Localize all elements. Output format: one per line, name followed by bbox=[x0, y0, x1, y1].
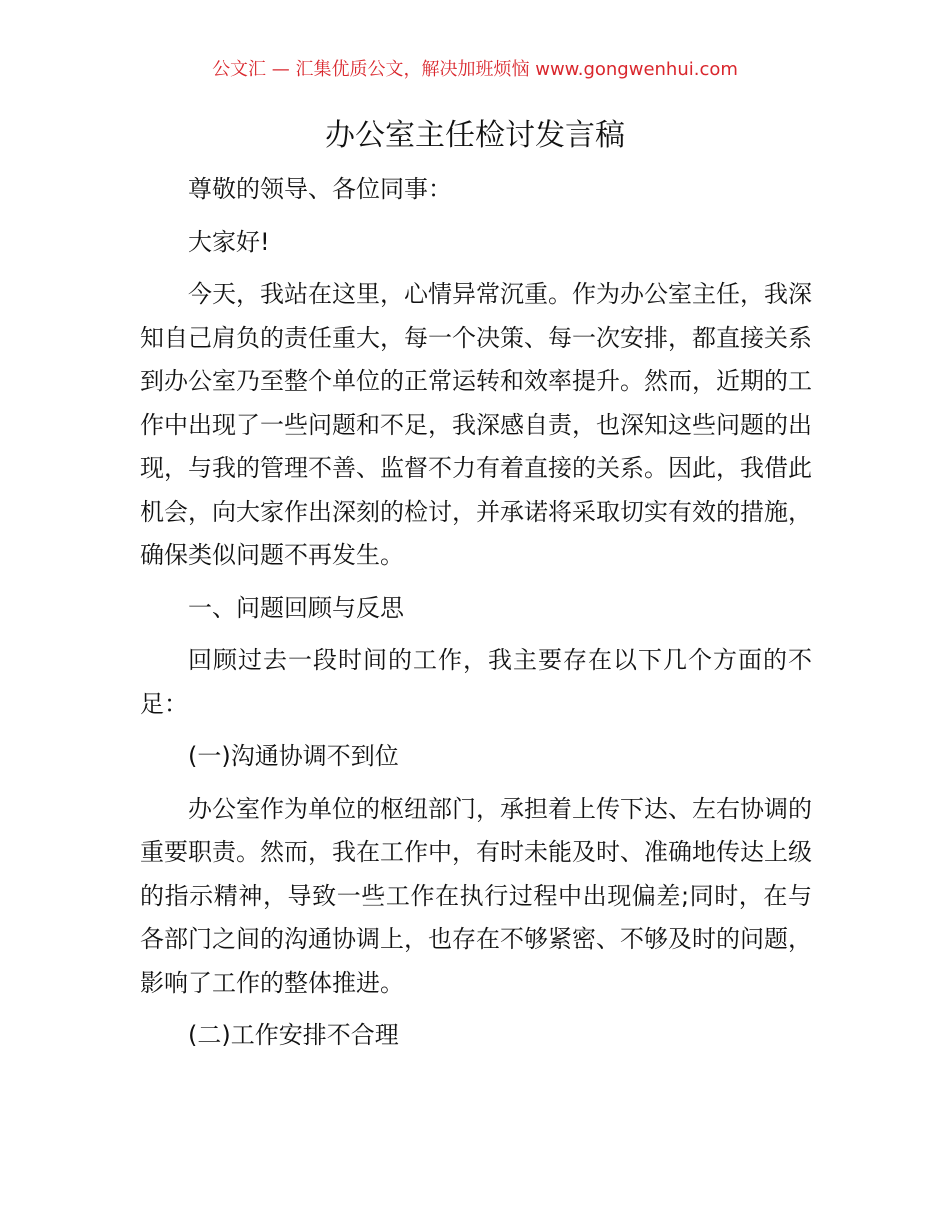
subsection-paragraph-1: 办公室作为单位的枢纽部门，承担着上传下达、左右协调的重要职责。然而，我在工作中，有时未能及时、准确地传达上级的指示精神，导致一些工作在执行过程中出现偏差;同时，在与各部门之间的沟通协调上，也存在不够紧密、不够及时的问题，影响了工作的整体推进。 bbox=[140, 794, 812, 997]
intro-paragraph: 今天，我站在这里，心情异常沉重。作为办公室主任，我深知自己肩负的责任重大，每一个决策、每一次安排，都直接关系到办公室乃至整个单位的正常运转和效率提升。然而，近期的工作中出现了一些问题和不足，我深感自责，也深知这些问题的出现，与我的管理不善、监督不力有着直接的关系。因此，我借此机会，向大家作出深刻的检讨，并承诺将采取切实有效的措施，确保类似问题不再发生。 bbox=[140, 280, 812, 569]
subsection-heading-1: (一)沟通协调不到位 bbox=[188, 742, 399, 770]
section-intro-paragraph: 回顾过去一段时间的工作，我主要存在以下几个方面的不足： bbox=[140, 646, 812, 718]
document-title: 办公室主任检讨发言稿 bbox=[325, 118, 625, 153]
greeting: 大家好! bbox=[188, 227, 270, 256]
salutation: 尊敬的领导、各位同事： bbox=[188, 175, 452, 203]
document-body bbox=[140, 168, 812, 1058]
section-heading-1: 一、问题回顾与反思 bbox=[188, 593, 404, 622]
watermark-header: 公文汇 — 汇集优质公文，解决加班烦恼 www.gongwenhui.com bbox=[212, 59, 738, 80]
subsection-heading-2: (二)工作安排不合理 bbox=[188, 1021, 399, 1049]
